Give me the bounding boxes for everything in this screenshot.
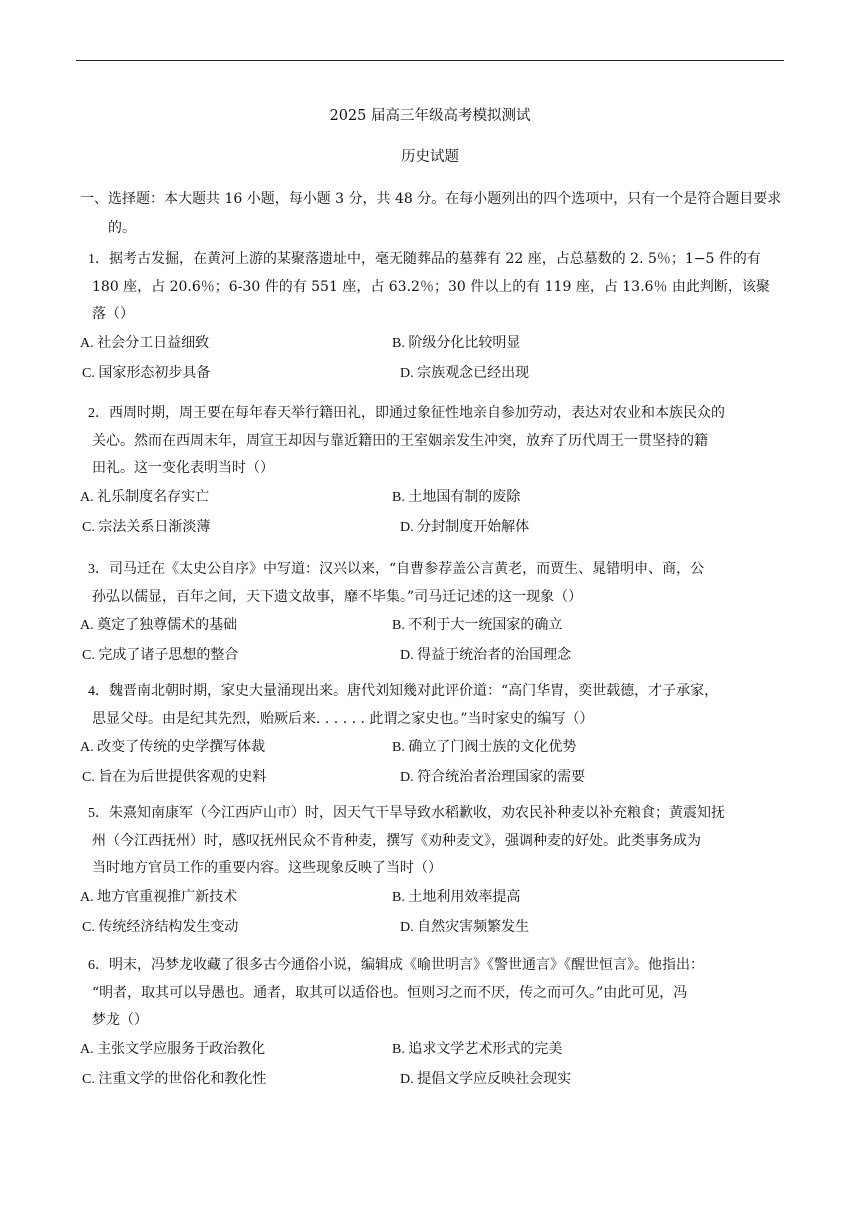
question-1: [80, 246, 786, 392]
option-d[interactable]: D. 符合统治者治理国家的需要: [400, 770, 586, 785]
option-a[interactable]: A. 主张文学应服务于政治教化: [80, 1041, 266, 1057]
question-stem: [80, 246, 786, 329]
option-c[interactable]: C. 旨在为后世提供客观的史料: [82, 770, 267, 785]
stem-text: 180 座，占 20.6％；6-30 件的有 551 座，占 63.2％；30 件以上的有 119 座，占 13.6％ 由此判断，该聚: [92, 278, 770, 295]
stem-text: 朱熹知南康军（今江西庐山市）时，因天气干旱导致水稻歉收，劝农民补种麦以补充粮食；黄震知抚: [109, 805, 725, 821]
question-stem: [80, 556, 786, 611]
option-b[interactable]: B. 确立了门阀士族的文化优势: [392, 740, 577, 755]
stem-line: [80, 855, 786, 883]
option-a[interactable]: A. 奠定了独尊儒术的基础: [80, 618, 238, 633]
option-d[interactable]: D. 宗族观念已经出现: [400, 365, 530, 381]
stem-line: [80, 800, 786, 828]
question-4: [80, 678, 786, 796]
option-b[interactable]: B. 土地利用效率提高: [392, 889, 521, 905]
stem-text: 西周时期，周王要在每年春天举行籍田礼，即通过象征性地亲自参加劳动，表达对农业和本族民众的: [109, 405, 725, 421]
option-group: [80, 736, 786, 796]
option-b[interactable]: B. 阶级分化比较明显: [392, 335, 521, 351]
question-stem: [80, 952, 786, 1035]
option-d[interactable]: D. 提倡文学应反映社会现实: [400, 1071, 572, 1087]
question-stem: [80, 678, 786, 733]
exam-subject: 历史试题: [401, 149, 459, 165]
stem-line: [80, 952, 786, 980]
section-text: 一、选择题：本大题共 16 小题，每小题 3 分，共 48 分。在每小题列出的四个选项中，只有一个是符合题目要求的。: [80, 191, 782, 236]
question-2: [80, 400, 786, 546]
stem-text: 州（今江西抚州）时，感叹抚州民众不肯种麦，撰写《劝种麦文》，强调种麦的好处。此类事务成为: [92, 832, 701, 849]
stem-text: 明末，冯梦龙收藏了很多古今通俗小说，编辑成《喻世明言》《警世通言》《醒世恒言》。他指出：: [109, 957, 704, 973]
question-stem: [80, 800, 786, 883]
option-group: [80, 886, 786, 946]
option-b[interactable]: B. 不利于大一统国家的确立: [392, 618, 563, 633]
stem-text: 司马迁在《太史公自序》中写道：汉兴以来，“自曹参荐盖公言黄老，而贾生、晁错明申、商，公: [109, 561, 705, 577]
stem-line: [80, 1007, 786, 1035]
question-number: 1．: [88, 252, 109, 267]
question-number: 3．: [88, 562, 109, 577]
stem-line: [80, 584, 786, 612]
question-3: [80, 556, 786, 674]
stem-text: 落（）: [92, 306, 134, 322]
option-c[interactable]: C. 注重文学的世俗化和教化性: [82, 1071, 267, 1087]
question-number: 4．: [88, 684, 109, 699]
question-6: [80, 952, 786, 1098]
stem-text: “明者，取其可以导愚也。通者，取其可以适俗也。恒则习之而不厌，传之而可久。”由此可见，冯: [92, 984, 688, 1001]
stem-line: [80, 980, 786, 1008]
stem-line: [80, 556, 786, 584]
option-c[interactable]: C. 完成了诸子思想的整合: [82, 648, 239, 663]
stem-line: [80, 455, 786, 483]
option-a[interactable]: A. 礼乐制度名存实亡: [80, 489, 210, 505]
question-number: 5．: [88, 806, 109, 821]
option-group: [80, 1038, 786, 1098]
option-group: [80, 332, 786, 392]
stem-line: [80, 301, 786, 329]
option-a[interactable]: A. 改变了传统的史学撰写体裁: [80, 740, 266, 755]
stem-line: [80, 246, 786, 274]
stem-text: 据考古发掘，在黄河上游的某聚落遗址中，毫无随葬品的墓葬有 22 座，占总墓数的 2. 5％；1−5 件的有: [109, 251, 761, 267]
option-group: [80, 614, 786, 674]
stem-line: [80, 428, 786, 456]
option-c[interactable]: C. 宗法关系日渐淡薄: [82, 519, 211, 535]
stem-text: 当时地方官员工作的重要内容。这些现象反映了当时（）: [92, 860, 442, 876]
stem-text: 思显父母。由是纪其先烈，贻厥后来. . . . . . 此谓之家史也。”当时家史的编写（）: [92, 710, 594, 727]
stem-text: 梦龙（）: [92, 1012, 148, 1028]
stem-text: 田礼。这一变化表明当时（）: [92, 460, 274, 476]
header-rule: [76, 60, 784, 61]
stem-line: [80, 678, 786, 706]
question-number: 2．: [88, 406, 109, 421]
option-a[interactable]: A. 社会分工日益细致: [80, 335, 210, 351]
option-d[interactable]: D. 自然灾害频繁发生: [400, 919, 530, 935]
section-instructions: [80, 185, 786, 243]
stem-line: [80, 706, 786, 734]
option-d[interactable]: D. 得益于统治者的治国理念: [400, 648, 572, 663]
stem-line: [80, 828, 786, 856]
question-5: [80, 800, 786, 946]
option-group: [80, 486, 786, 546]
option-d[interactable]: D. 分封制度开始解体: [400, 519, 530, 535]
question-number: 6．: [88, 958, 109, 973]
stem-text: 魏晋南北朝时期，家史大量涌现出来。唐代刘知幾对此评价道：“高门华胄，奕世载德，才子承家，: [109, 683, 719, 699]
option-b[interactable]: B. 土地国有制的废除: [392, 489, 521, 505]
option-c[interactable]: C. 国家形态初步具备: [82, 365, 211, 381]
option-c[interactable]: C. 传统经济结构发生变动: [82, 919, 239, 935]
stem-line: [80, 274, 786, 302]
option-b[interactable]: B. 追求文学艺术形式的完美: [392, 1041, 563, 1057]
option-a[interactable]: A. 地方官重视推广新技术: [80, 889, 238, 905]
stem-line: [80, 400, 786, 428]
exam-title: 2025 届高三年级高考模拟测试: [329, 108, 531, 124]
stem-text: 关心。然而在西周末年，周宣王却因与靠近籍田的王室姻亲发生冲突，放弃了历代周王一贯坚持的籍: [92, 432, 708, 449]
question-stem: [80, 400, 786, 483]
stem-text: 孙弘以儒显，百年之间，天下遗文故事，靡不毕集。”司马迁记述的这一现象（）: [92, 588, 583, 605]
